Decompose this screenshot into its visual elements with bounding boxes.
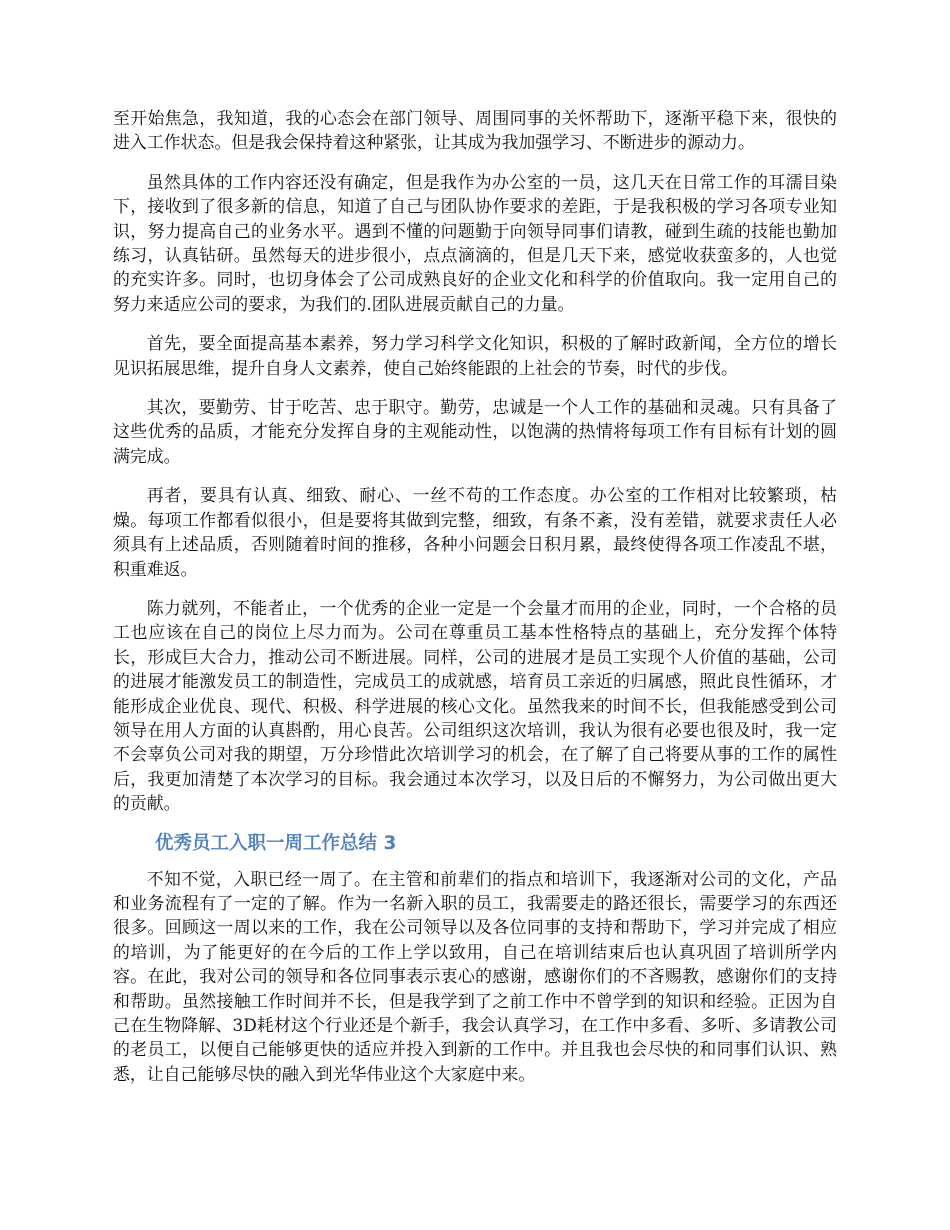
paragraph-third: 再者，要具有认真、细致、耐心、一丝不苟的工作态度。办公室的工作相对比较繁琐，枯燥。每项工作都看似很小，但是要将其做到完整，细致，有条不紊，没有差错，就要求责任人必须具有上述品质，否则随着时间的推移，各种小问题会日积月累，最终使得各项工作凌乱不堪，积重难返。 [113,485,837,579]
paragraph-work-content: 虽然具体的工作内容还没有确定，但是我作为办公室的一员，这几天在日常工作的耳濡目染下，接收到了很多新的信息，知道了自己与团队协作要求的差距，于是我积极的学习各项专业知识，努力提高自己的业务水平。遇到不懂的问题勤于向领导同事们请教，碰到生疏的技能也勤加练习，认真钻研。虽然每天的进步很小，点点滴滴的，但是几天下来，感觉收获蛮多的，人也觉的充实许多。同时，也切身体会了公司成熟良好的企业文化和科学的价值取向。我一定用自己的努力来适应公司的要求，为我们的.团队进展贡献自己的力量。 [113,171,837,314]
section-heading: 优秀员工入职一周工作总结 3 [155,832,397,854]
paragraph-second: 其次，要勤劳、甘于吃苦、忠于职守。勤劳，忠诚是一个人工作的基础和灵魂。只有具备了这些优秀的品质，才能充分发挥自身的主观能动性，以饱满的热情将每项工作有目标有计划的圆满完成。 [113,397,837,466]
paragraph-week-summary: 不知不觉，入职已经一周了。在主管和前辈们的指点和培训下，我逐渐对公司的文化，产品和业务流程有了一定的了解。作为一名新入职的员工，我需要走的路还很长，需要学习的东西还很多。回顾这一周以来的工作，我在公司领导以及各位同事的支持和帮助下，学习并完成了相应的培训，为了能更好的在今后的工作上学以致用，自己在培训结束后也认真巩固了培训所学内容。在此，我对公司的领导和各位同事表示衷心的感谢，感谢你们的不吝赐教，感谢你们的支持和帮助。虽然接触工作时间并不长，但是我学到了之前工作中不曾学到的知识和经验。正因为自己在生物降解、3D耗材这个行业还是个新手，我会认真学习，在工作中多看、多听、多请教公司的老员工，以便自己能够更快的适应并投入到新的工作中。并且我也会尽快的和同事们认识、熟悉，让自己能够尽快的融入到光华伟业这个大家庭中来。 [113,868,837,1084]
paragraph-continuation: 至开始焦急，我知道，我的心态会在部门领导、周围同事的关怀帮助下，逐渐平稳下来，很快的进入工作状态。但是我会保持着这种紧张，让其成为我加强学习、不断进步的源动力。 [113,108,837,153]
document-page [113,106,837,1101]
paragraph-first: 首先，要全面提高基本素养，努力学习科学文化知识，积极的了解时政新闻，全方位的增长见识拓展思维，提升自身人文素养，使自己始终能跟的上社会的节奏，时代的步伐。 [113,333,837,378]
paragraph-company-growth: 陈力就列，不能者止，一个优秀的企业一定是一个会量才而用的企业，同时，一个合格的员工也应该在自己的岗位上尽力而为。公司在尊重员工基本性格特点的基础上，充分发挥个体特长，形成巨大合力，推动公司不断进展。同样，公司的进展才是员工实现个人价值的基础，公司的进展才能激发员工的制造性，完成员工的成就感，培育员工亲近的归属感，照此良性循环，才能形成企业优良、现代、积极、科学进展的核心文化。虽然我来的时间不长，但我能感受到公司领导在用人方面的认真斟酌，用心良苦。公司组织这次培训，我认为很有必要也很及时，我一定不会辜负公司对我的期望，万分珍惜此次培训学习的机会，在了解了自己将要从事的工作的属性后，我更加清楚了本次学习的目标。我会通过本次学习，以及日后的不懈努力，为公司做出更大的贡献。 [113,597,837,814]
